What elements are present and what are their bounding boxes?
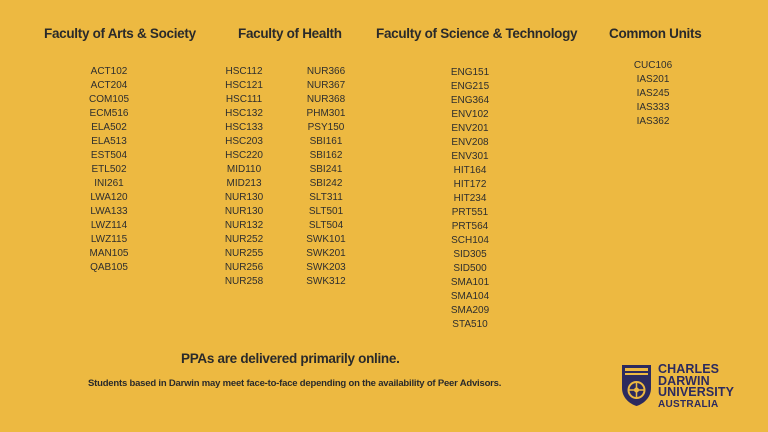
unit-code: HSC133 <box>225 122 263 133</box>
darwin-note: Students based in Darwin may meet face-to-face depending on the availability of Peer Advisors. <box>88 378 502 389</box>
unit-code: LWZ114 <box>90 220 128 231</box>
unit-code: ACT204 <box>90 80 128 91</box>
logo-line-darwin: DARWIN <box>658 373 710 388</box>
unit-code: HIT234 <box>453 193 487 204</box>
unit-code: HIT164 <box>453 165 487 176</box>
unit-code: MID110 <box>226 164 262 175</box>
unit-code: SMA209 <box>450 305 490 316</box>
unit-code: SBI242 <box>309 178 343 189</box>
unit-code: SLT504 <box>308 220 344 231</box>
delivery-note: PPAs are delivered primarily online. <box>181 351 400 366</box>
cdu-wordmark <box>658 364 734 410</box>
unit-code: ENV208 <box>451 137 489 148</box>
unit-code: PRT551 <box>451 207 489 218</box>
unit-code: SLT501 <box>308 206 344 217</box>
unit-code: NUR255 <box>224 248 264 259</box>
university-crest-icon <box>621 364 652 407</box>
unit-code: NUR132 <box>224 220 264 231</box>
unit-code: QAB105 <box>90 262 128 273</box>
unit-code: SLT311 <box>309 192 343 203</box>
unit-code: HSC220 <box>225 150 263 161</box>
unit-code: ENG215 <box>450 81 490 92</box>
unit-code: SBI162 <box>309 150 343 161</box>
unit-code: SMA101 <box>450 277 490 288</box>
unit-code: PSY150 <box>307 122 345 133</box>
unit-code: NUR252 <box>224 234 264 245</box>
unit-code: ETL502 <box>91 164 127 175</box>
unit-code: SID500 <box>453 263 487 274</box>
unit-code: STA510 <box>452 319 488 330</box>
unit-code: COM105 <box>88 94 129 105</box>
unit-code: SWK312 <box>306 276 346 287</box>
arts-faculty-heading: Faculty of Arts & Society <box>44 26 196 41</box>
unit-code: SID305 <box>453 249 487 260</box>
health-unit-list-1 <box>214 65 274 289</box>
unit-code: NUR367 <box>306 80 346 91</box>
unit-code: SMA104 <box>450 291 490 302</box>
unit-code: SBI161 <box>309 136 343 147</box>
unit-code: HSC112 <box>225 66 263 77</box>
unit-code: SBI241 <box>309 164 343 175</box>
unit-code: INI261 <box>94 178 124 189</box>
unit-code: PRT564 <box>451 221 489 232</box>
unit-code: NUR256 <box>224 262 264 273</box>
unit-code: IAS333 <box>636 102 670 113</box>
unit-code: IAS245 <box>636 88 670 99</box>
health-faculty-heading: Faculty of Health <box>238 26 342 41</box>
unit-code: ACT102 <box>90 66 128 77</box>
unit-code: ELA513 <box>91 136 127 147</box>
unit-code: LWA133 <box>90 206 128 217</box>
unit-code: HIT172 <box>453 179 487 190</box>
unit-code: HSC203 <box>225 136 263 147</box>
unit-code: HSC132 <box>225 108 263 119</box>
unit-code: NUR258 <box>224 276 264 287</box>
unit-code: ECM516 <box>89 108 129 119</box>
unit-code: ENV301 <box>451 151 489 162</box>
common-unit-list <box>623 59 683 129</box>
unit-code: ELA502 <box>91 122 127 133</box>
unit-code: NUR130 <box>224 192 264 203</box>
unit-code: NUR366 <box>306 66 346 77</box>
cdu-logo <box>621 363 756 411</box>
unit-code: SWK201 <box>306 248 346 259</box>
science-unit-list <box>440 66 500 332</box>
common-units-heading: Common Units <box>609 26 702 41</box>
unit-code: IAS201 <box>636 74 670 85</box>
logo-line-university: UNIVERSITY <box>658 385 735 399</box>
unit-code: ENG151 <box>450 67 490 78</box>
logo-line-charles: CHARLES <box>658 362 720 376</box>
unit-code: NUR130 <box>224 206 264 217</box>
unit-code: HSC111 <box>225 94 263 105</box>
health-unit-list-2 <box>296 65 356 289</box>
unit-code: MAN105 <box>89 248 129 259</box>
arts-unit-list <box>79 65 139 275</box>
unit-code: SWK203 <box>306 262 346 273</box>
unit-code: SWK101 <box>306 234 346 245</box>
science-faculty-heading: Faculty of Science & Technology <box>376 26 578 41</box>
unit-code: LWZ115 <box>90 234 128 245</box>
unit-code: PHM301 <box>306 108 346 119</box>
unit-code: HSC121 <box>225 80 263 91</box>
unit-code: NUR368 <box>306 94 346 105</box>
logo-line-australia: AUSTRALIA <box>658 398 719 410</box>
unit-code: ENV102 <box>451 109 489 120</box>
unit-code: LWA120 <box>90 192 128 203</box>
unit-code: ENG364 <box>450 95 490 106</box>
unit-code: IAS362 <box>636 116 670 127</box>
unit-code: MID213 <box>226 178 262 189</box>
unit-code: SCH104 <box>451 235 489 246</box>
unit-code: EST504 <box>90 150 128 161</box>
unit-code: CUC106 <box>633 60 673 71</box>
unit-code: ENV201 <box>451 123 489 134</box>
